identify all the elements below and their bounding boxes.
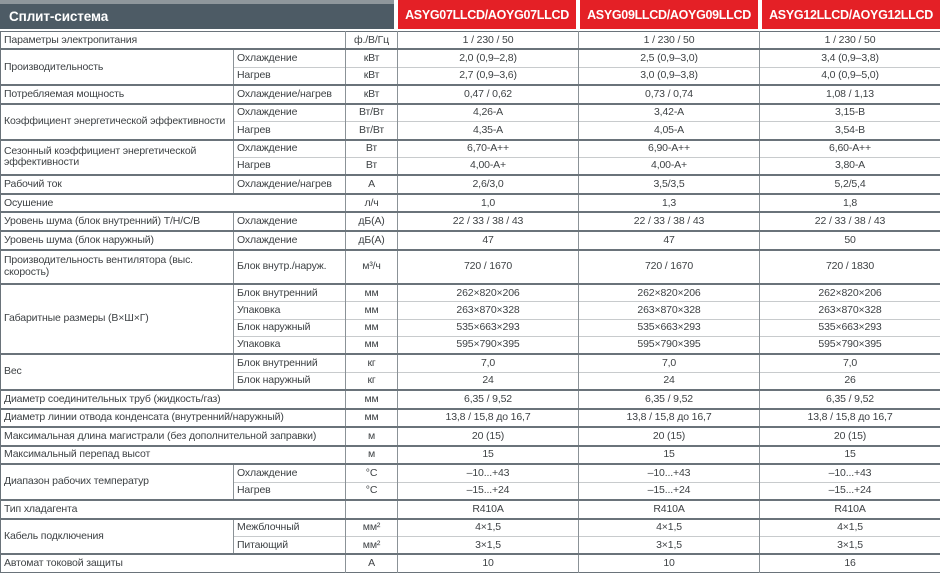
param-cell: Осушение	[1, 194, 346, 213]
value-cell: 3,42-A	[579, 104, 760, 122]
param-cell: Производительность вентилятора (выс. скорость)	[1, 250, 234, 284]
table-row	[1, 104, 940, 122]
value-cell: 535×663×293	[760, 319, 940, 336]
sub-param-cell: Межблочный	[234, 519, 346, 537]
sub-param-cell: Упаковка	[234, 302, 346, 319]
value-cell: 7,0	[579, 354, 760, 372]
value-cell: 535×663×293	[398, 319, 579, 336]
value-cell: 4,00-A+	[398, 157, 579, 175]
value-cell: 0,73 / 0,74	[579, 85, 760, 104]
unit-cell: °С	[346, 482, 398, 500]
sub-param-cell: Упаковка	[234, 336, 346, 354]
unit-cell: мм²	[346, 537, 398, 555]
table-row	[1, 85, 940, 104]
value-cell: 4,26-A	[398, 104, 579, 122]
sub-param-cell: Нагрев	[234, 67, 346, 85]
unit-cell: Вт	[346, 140, 398, 158]
value-cell: 24	[579, 372, 760, 390]
model-column-header-1: ASYG07LLCD/AOYG07LLCD	[398, 0, 576, 29]
table-row	[1, 500, 940, 519]
table-row	[1, 519, 940, 537]
param-cell: Максимальная длина магистрали (без дополнительной заправки)	[1, 427, 346, 446]
unit-cell: кВт	[346, 49, 398, 67]
value-cell: 1 / 230 / 50	[760, 32, 940, 50]
value-cell: 2,0 (0,9–2,8)	[398, 49, 579, 67]
sub-param-cell: Охлаждение/нагрев	[234, 175, 346, 194]
value-cell: 595×790×395	[579, 336, 760, 354]
spec-table-body	[1, 32, 940, 573]
param-cell: Диаметр линии отвода конденсата (внутренний/наружный)	[1, 409, 346, 428]
param-cell: Потребляемая мощность	[1, 85, 234, 104]
sub-param-cell: Блок внутр./наруж.	[234, 250, 346, 284]
value-cell: 6,70-A++	[398, 140, 579, 158]
value-cell: –10...+43	[760, 464, 940, 482]
table-row	[1, 427, 940, 446]
param-cell: Сезонный коэффициент энергетической эффективности	[1, 140, 234, 176]
param-cell: Габаритные размеры (В×Ш×Г)	[1, 284, 234, 354]
sub-param-cell: Нагрев	[234, 122, 346, 140]
unit-cell: мм	[346, 319, 398, 336]
value-cell: 10	[398, 554, 579, 572]
table-row	[1, 464, 940, 482]
param-cell: Кабель подключения	[1, 519, 234, 555]
sub-param-cell: Блок внутренний	[234, 354, 346, 372]
sub-param-cell: Блок наружный	[234, 319, 346, 336]
param-cell: Тип хладагента	[1, 500, 346, 519]
table-header-band	[0, 0, 940, 29]
value-cell: 4,05-A	[579, 122, 760, 140]
value-cell: –10...+43	[579, 464, 760, 482]
table-row	[1, 284, 940, 302]
value-cell: 3×1,5	[398, 537, 579, 555]
unit-cell: мм	[346, 336, 398, 354]
param-cell: Уровень шума (блок наружный)	[1, 231, 234, 250]
value-cell: –15...+24	[579, 482, 760, 500]
value-cell: 15	[760, 446, 940, 465]
value-cell: 1 / 230 / 50	[579, 32, 760, 50]
param-cell: Параметры электропитания	[4, 33, 138, 46]
value-cell: 26	[760, 372, 940, 390]
model-column-header-3: ASYG12LLCD/AOYG12LLCD	[762, 0, 940, 29]
value-cell: 13,8 / 15,8 до 16,7	[760, 409, 940, 428]
unit-cell: кг	[346, 354, 398, 372]
value-cell: 20 (15)	[760, 427, 940, 446]
sub-param-cell: Охлаждение	[234, 140, 346, 158]
value-cell: 6,90-A++	[579, 140, 760, 158]
value-cell: 263×870×328	[398, 302, 579, 319]
value-cell: 22 / 33 / 38 / 43	[398, 212, 579, 231]
unit-cell: ф./В/Гц	[346, 32, 398, 50]
value-cell: 4,35-A	[398, 122, 579, 140]
unit-cell: м³/ч	[346, 250, 398, 284]
value-cell: 24	[398, 372, 579, 390]
value-cell: 20 (15)	[398, 427, 579, 446]
value-cell: 47	[398, 231, 579, 250]
value-cell: 1,8	[760, 194, 940, 213]
sub-param-cell: Блок наружный	[234, 372, 346, 390]
value-cell: 263×870×328	[760, 302, 940, 319]
value-cell: 22 / 33 / 38 / 43	[579, 212, 760, 231]
value-cell: 3×1,5	[579, 537, 760, 555]
unit-cell: мм²	[346, 519, 398, 537]
value-cell: 3,54-B	[760, 122, 940, 140]
value-cell: R410A	[398, 500, 579, 519]
unit-cell: А	[346, 175, 398, 194]
value-cell: 263×870×328	[579, 302, 760, 319]
value-cell: 7,0	[760, 354, 940, 372]
sub-param-cell: Блок внутренний	[234, 284, 346, 302]
unit-cell: л/ч	[346, 194, 398, 213]
value-cell: 535×663×293	[579, 319, 760, 336]
table-row	[1, 231, 940, 250]
param-cell: Диапазон рабочих температур	[1, 464, 234, 500]
value-cell: 1,08 / 1,13	[760, 85, 940, 104]
value-cell: 2,6/3,0	[398, 175, 579, 194]
sub-param-cell: Питающий	[234, 537, 346, 555]
table-row	[1, 409, 940, 428]
spec-table	[0, 31, 940, 573]
value-cell: R410A	[579, 500, 760, 519]
value-cell: 6,35 / 9,52	[579, 390, 760, 409]
value-cell: 1,3	[579, 194, 760, 213]
unit-cell: кВт	[346, 85, 398, 104]
param-cell: Автомат токовой защиты	[1, 554, 346, 572]
value-cell: 3,4 (0,9–3,8)	[760, 49, 940, 67]
value-cell: 4,00-A+	[579, 157, 760, 175]
value-cell: 720 / 1670	[398, 250, 579, 284]
param-cell: Коэффициент энергетической эффективности	[1, 104, 234, 140]
value-cell: 262×820×206	[760, 284, 940, 302]
unit-cell: мм	[346, 302, 398, 319]
unit-cell: мм	[346, 284, 398, 302]
value-cell: 262×820×206	[579, 284, 760, 302]
value-cell: 16	[760, 554, 940, 572]
sub-param-cell: Охлаждение	[234, 212, 346, 231]
param-cell: Максимальный перепад высот	[1, 446, 346, 465]
value-cell: 15	[579, 446, 760, 465]
unit-cell	[346, 500, 398, 519]
table-row	[1, 212, 940, 231]
value-cell: 3×1,5	[760, 537, 940, 555]
unit-cell: дБ(А)	[346, 212, 398, 231]
unit-cell: мм	[346, 390, 398, 409]
value-cell: 20 (15)	[579, 427, 760, 446]
value-cell: 595×790×395	[398, 336, 579, 354]
table-row	[1, 194, 940, 213]
unit-cell: Вт/Вт	[346, 104, 398, 122]
table-row	[1, 554, 940, 572]
unit-cell: °С	[346, 464, 398, 482]
sub-param-cell: Охлаждение	[234, 231, 346, 250]
value-cell: –10...+43	[398, 464, 579, 482]
sub-param-cell: Охлаждение/нагрев	[234, 85, 346, 104]
sub-param-cell: Охлаждение	[234, 49, 346, 67]
value-cell: 3,15-B	[760, 104, 940, 122]
value-cell: 1 / 230 / 50	[398, 32, 579, 50]
unit-cell: А	[346, 554, 398, 572]
table-row	[1, 175, 940, 194]
value-cell: 720 / 1830	[760, 250, 940, 284]
param-cell: Диаметр соединительных труб (жидкость/газ)	[1, 390, 346, 409]
value-cell: 3,5/3,5	[579, 175, 760, 194]
value-cell: R410A	[760, 500, 940, 519]
table-row	[1, 49, 940, 67]
value-cell: –15...+24	[398, 482, 579, 500]
value-cell: 13,8 / 15,8 до 16,7	[579, 409, 760, 428]
value-cell: 2,7 (0,9–3,6)	[398, 67, 579, 85]
table-row	[1, 354, 940, 372]
sub-param-cell: Нагрев	[234, 157, 346, 175]
value-cell: 3,0 (0,9–3,8)	[579, 67, 760, 85]
param-cell: Вес	[1, 354, 234, 390]
unit-cell: Вт/Вт	[346, 122, 398, 140]
value-cell: 4×1,5	[579, 519, 760, 537]
table-row	[1, 390, 940, 409]
sub-param-cell: Охлаждение	[234, 104, 346, 122]
sub-param-cell: Нагрев	[234, 482, 346, 500]
value-cell: 2,5 (0,9–3,0)	[579, 49, 760, 67]
param-cell: Производительность	[1, 49, 234, 85]
table-row	[1, 250, 940, 284]
value-cell: 10	[579, 554, 760, 572]
value-cell: 3,80-A	[760, 157, 940, 175]
table-row	[1, 446, 940, 465]
model-column-header-2: ASYG09LLCD/AOYG09LLCD	[580, 0, 758, 29]
unit-cell: кВт	[346, 67, 398, 85]
unit-cell: кг	[346, 372, 398, 390]
unit-cell: м	[346, 427, 398, 446]
value-cell: 6,60-A++	[760, 140, 940, 158]
value-cell: 4×1,5	[760, 519, 940, 537]
table-row	[1, 32, 940, 50]
value-cell: 0,47 / 0,62	[398, 85, 579, 104]
value-cell: 595×790×395	[760, 336, 940, 354]
unit-cell: дБ(А)	[346, 231, 398, 250]
value-cell: 6,35 / 9,52	[398, 390, 579, 409]
value-cell: 6,35 / 9,52	[760, 390, 940, 409]
param-cell: Уровень шума (блок внутренний) Т/Н/С/В	[1, 212, 234, 231]
value-cell: 1,0	[398, 194, 579, 213]
param-cell: Рабочий ток	[1, 175, 234, 194]
value-cell: 5,2/5,4	[760, 175, 940, 194]
sub-param-cell: Охлаждение	[234, 464, 346, 482]
value-cell: 4×1,5	[398, 519, 579, 537]
value-cell: 13,8 / 15,8 до 16,7	[398, 409, 579, 428]
unit-cell: м	[346, 446, 398, 465]
unit-cell: мм	[346, 409, 398, 428]
value-cell: 262×820×206	[398, 284, 579, 302]
value-cell: 22 / 33 / 38 / 43	[760, 212, 940, 231]
value-cell: 50	[760, 231, 940, 250]
table-row	[1, 140, 940, 158]
table-title: Сплит-система	[0, 0, 394, 29]
value-cell: 7,0	[398, 354, 579, 372]
value-cell: –15...+24	[760, 482, 940, 500]
unit-cell: Вт	[346, 157, 398, 175]
value-cell: 47	[579, 231, 760, 250]
value-cell: 720 / 1670	[579, 250, 760, 284]
value-cell: 15	[398, 446, 579, 465]
value-cell: 4,0 (0,9–5,0)	[760, 67, 940, 85]
